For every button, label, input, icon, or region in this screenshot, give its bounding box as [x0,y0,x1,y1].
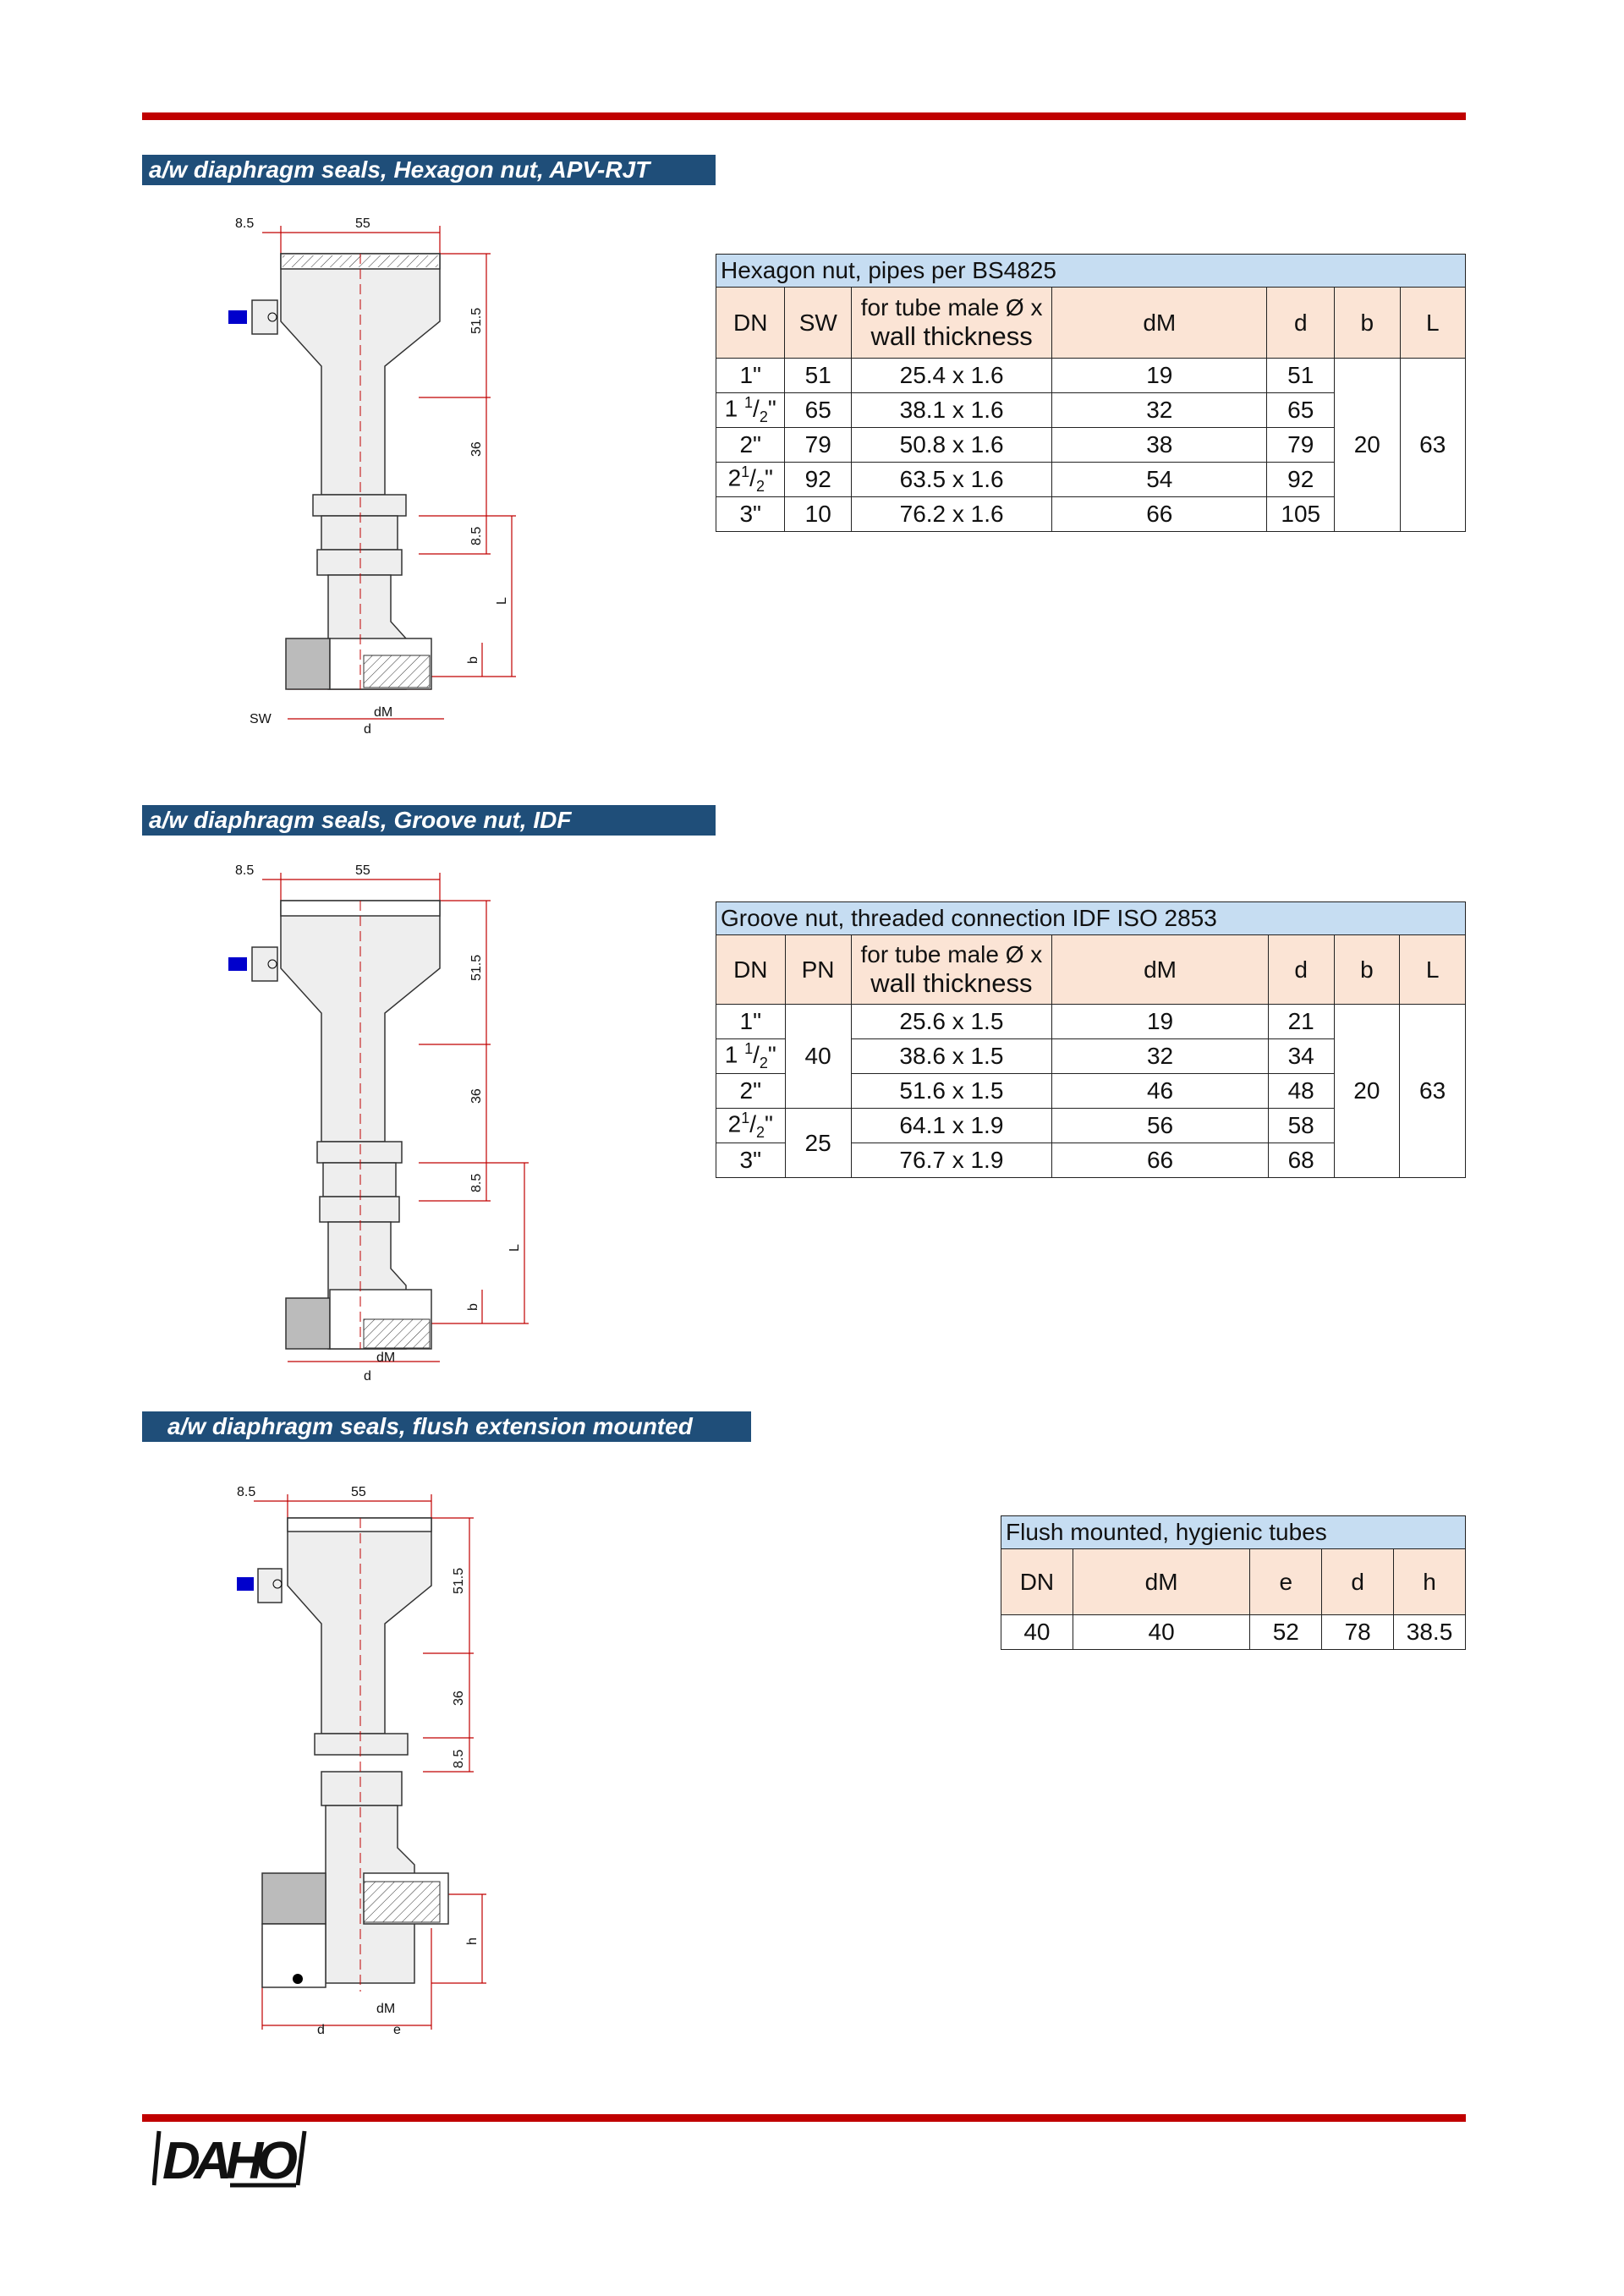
cell-tube: 38.6 x 1.5 [851,1039,1052,1074]
dim-label-sw: SW [250,712,272,726]
cell-d: 48 [1268,1074,1334,1109]
col-header-d: d [1268,935,1334,1005]
dim-label-36: 36 [469,1088,484,1104]
cell-d: 105 [1267,497,1335,532]
col-header-tube-line1: for tube male Ø x [860,293,1043,321]
col-header-dm: dM [1073,1549,1250,1615]
table-flush-mounted [1001,1515,1466,1650]
cell-dn: 40 [1001,1615,1073,1650]
dim-label-51-5: 51.5 [469,307,484,334]
cell-pn: 25 [785,1109,851,1178]
col-header-tube-line2: wall thickness [870,321,1033,351]
cell-dn: 3" [716,497,785,532]
cell-l: 63 [1400,1005,1466,1178]
cell-tube: 63.5 x 1.6 [852,463,1052,497]
col-header-e: e [1250,1549,1322,1615]
dim-label-36: 36 [469,441,484,457]
dim-label-8-5b: 8.5 [469,526,484,545]
dim-label-d: d [364,1369,371,1384]
col-header-tube-line2: wall thickness [870,967,1033,998]
dim-label-d: d [317,2023,325,2037]
dim-label-dm: dM [376,1351,396,1365]
dim-label-55: 55 [355,863,370,878]
col-header-dm: dM [1052,935,1269,1005]
dim-label-55: 55 [351,1485,366,1499]
cell-dm: 66 [1052,1143,1269,1178]
cell-dn: $2^1/_2$" [716,1109,786,1143]
cell-tube: 64.1 x 1.9 [851,1109,1052,1143]
cell-dm: 32 [1052,393,1267,428]
cell-tube: 76.7 x 1.9 [851,1143,1052,1178]
col-header-l: L [1400,288,1465,359]
dim-label-b: b [466,656,480,664]
cell-tube: 25.6 x 1.5 [851,1005,1052,1039]
cell-dn: 2" [716,1074,786,1109]
table-row [716,359,1466,393]
cell-d: 58 [1268,1109,1334,1143]
cell-dm: 19 [1052,359,1267,393]
section-title-groove-nut: a/w diaphragm seals, Groove nut, IDF [142,805,716,836]
dim-label-e: e [393,2023,401,2037]
dim-label-d: d [364,722,371,737]
cell-d: 51 [1267,359,1335,393]
cell-e: 52 [1250,1615,1322,1650]
dim-label-8-5b: 8.5 [469,1173,484,1192]
cell-tube: 76.2 x 1.6 [852,497,1052,532]
col-header-tube [852,288,1052,359]
daho-logo-text: DAHO [162,2132,298,2190]
dim-label-51-5: 51.5 [452,1567,466,1594]
col-header-tube-line1: for tube male Ø x [860,940,1043,967]
col-header-b: b [1334,935,1400,1005]
section-title-hexagon-nut: a/w diaphragm seals, Hexagon nut, APV-RJT [142,155,716,185]
cell-dm: 56 [1052,1109,1269,1143]
col-header-l: L [1400,935,1466,1005]
cell-dm: 32 [1052,1039,1269,1074]
dim-label-l: L [508,1244,522,1252]
daho-logo [152,2124,321,2196]
dim-label-8-5b: 8.5 [452,1749,466,1768]
cell-l: 63 [1400,359,1465,532]
col-header-dm: dM [1052,288,1267,359]
drawing-hexagon-nut [228,216,541,744]
table-groove-nut [716,901,1466,1178]
cell-dn: 1 $^1/_2$" [716,393,785,428]
col-header-d: d [1267,288,1335,359]
cell-dm: 38 [1052,428,1267,463]
col-header-tube [851,935,1052,1005]
col-header-pn: PN [785,935,851,1005]
col-header-b: b [1335,288,1400,359]
cell-dn: 1" [716,359,785,393]
cell-d: 68 [1268,1143,1334,1178]
cell-dn: $2^1/_2$" [716,463,785,497]
cell-d: 21 [1268,1005,1334,1039]
dim-label-8-5: 8.5 [235,863,255,878]
cell-tube: 51.6 x 1.5 [851,1074,1052,1109]
cell-dm: 19 [1052,1005,1269,1039]
dim-label-h: h [465,1937,480,1945]
cell-d: 65 [1267,393,1335,428]
table-row [1001,1615,1466,1650]
cell-d: 92 [1267,463,1335,497]
table-caption: Flush mounted, hygienic tubes [1001,1516,1466,1549]
cell-sw: 65 [785,393,852,428]
dim-label-51-5: 51.5 [469,954,484,981]
table-hexagon-nut [716,254,1466,532]
col-header-d: d [1322,1549,1394,1615]
cell-sw: 92 [785,463,852,497]
dim-label-55: 55 [355,216,370,231]
cell-b: 20 [1335,359,1400,532]
bottom-rule [142,2114,1466,2122]
cell-dm: 40 [1073,1615,1250,1650]
cell-d: 78 [1322,1615,1394,1650]
cell-d: 79 [1267,428,1335,463]
col-header-dn: DN [716,935,786,1005]
cell-pn: 40 [785,1005,851,1109]
dim-label-36: 36 [452,1690,466,1706]
top-rule [142,112,1466,120]
table-row [716,1005,1466,1039]
cell-dm: 66 [1052,497,1267,532]
drawing-flush-extension [237,1484,516,2042]
cell-b: 20 [1334,1005,1400,1178]
section-title-flush-extension: a/w diaphragm seals, flush extension mounted [142,1411,751,1442]
cell-d: 34 [1268,1039,1334,1074]
col-header-h: h [1394,1549,1466,1615]
cell-sw: 79 [785,428,852,463]
cell-dn: 1 $^1/_2$" [716,1039,786,1074]
dim-label-l: L [495,597,509,605]
drawing-groove-nut [228,863,541,1391]
daho-logo-mark [152,2124,321,2192]
cell-tube: 38.1 x 1.6 [852,393,1052,428]
cell-dm: 46 [1052,1074,1269,1109]
cell-dm: 54 [1052,463,1267,497]
dim-label-b: b [466,1303,480,1311]
dim-label-8-5: 8.5 [237,1485,256,1499]
table-caption: Hexagon nut, pipes per BS4825 [716,255,1466,288]
col-header-dn: DN [716,288,785,359]
cell-h: 38.5 [1394,1615,1466,1650]
col-header-sw: SW [785,288,852,359]
cell-tube: 50.8 x 1.6 [852,428,1052,463]
table-caption: Groove nut, threaded connection IDF ISO 2853 [716,902,1466,935]
dim-label-8-5: 8.5 [235,216,255,231]
cell-tube: 25.4 x 1.6 [852,359,1052,393]
cell-dn: 2" [716,428,785,463]
cell-dn: 1" [716,1005,786,1039]
cell-sw: 10 [785,497,852,532]
dim-label-dm: dM [376,2002,396,2016]
col-header-dn: DN [1001,1549,1073,1615]
cell-sw: 51 [785,359,852,393]
dim-label-dm: dM [374,705,393,720]
cell-dn: 3" [716,1143,786,1178]
